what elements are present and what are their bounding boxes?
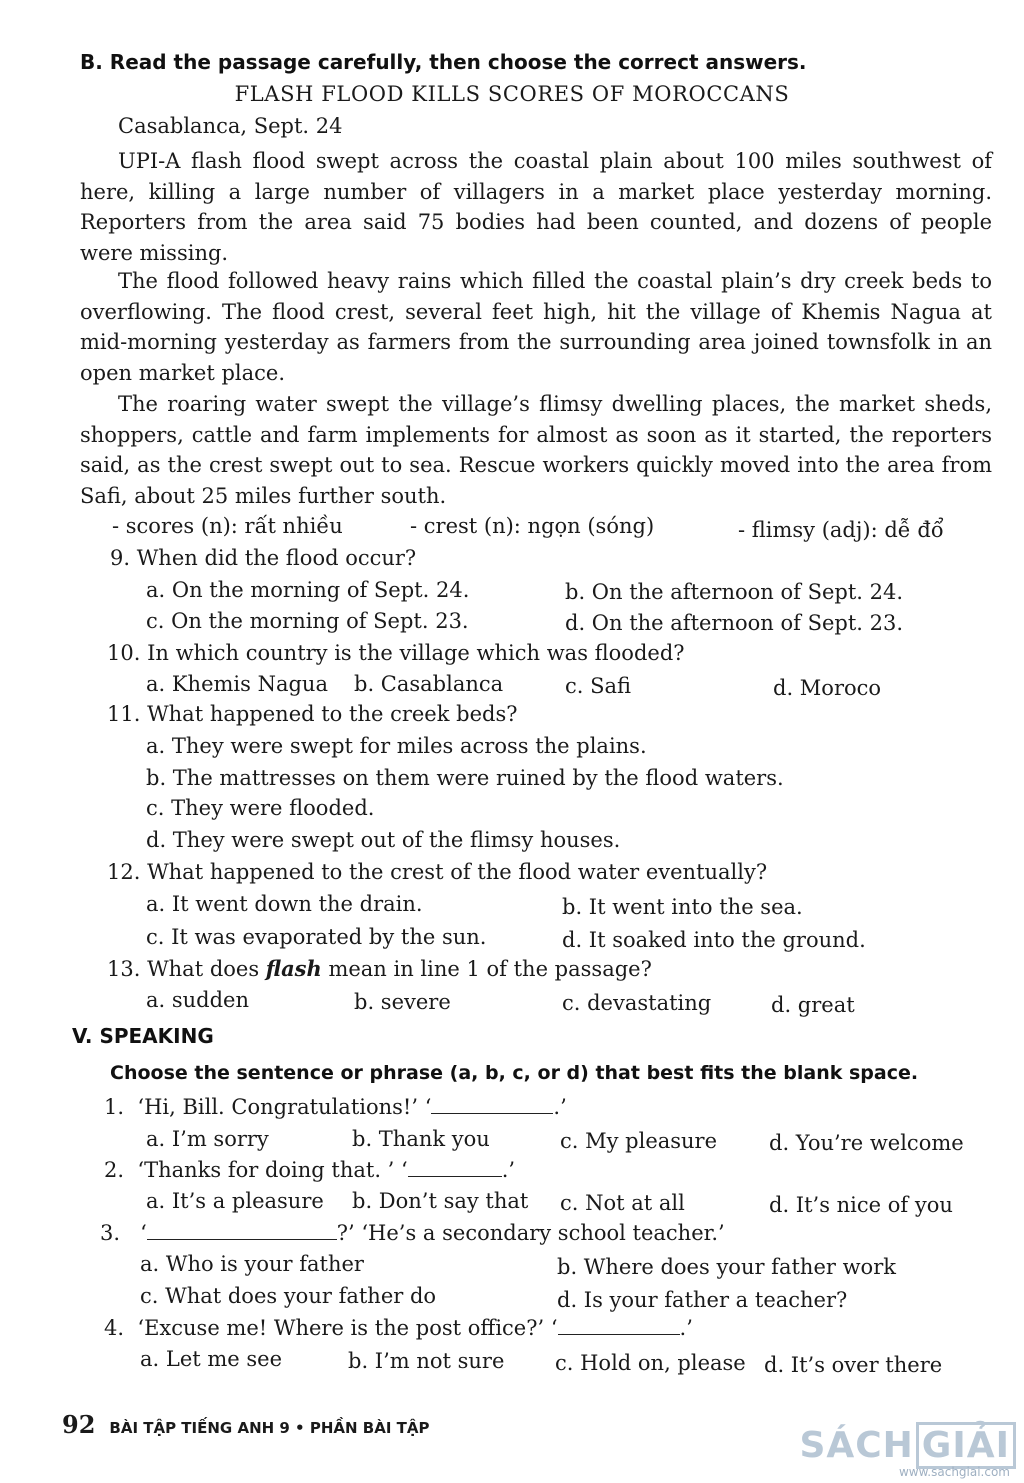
sachgiai-logo: SÁCH GIẢI [799,1425,1016,1466]
s2-option-a: a. It’s a pleasure [146,1189,324,1213]
question-12: 12. What happened to the crest of the flood water eventually? [107,860,768,884]
s2-option-d: d. It’s nice of you [769,1193,953,1217]
s1-option-c: c. My pleasure [560,1129,718,1153]
q10-option-c: c. Safi [565,674,632,698]
speaking-item-4: 4. ‘Excuse me! Where is the post office?’ ‘ .’ [104,1316,693,1340]
s4-option-a: a. Let me see [140,1347,283,1371]
paragraph-2: The flood followed heavy rains which filled the coastal plain’s dry creek beds to overflowing. The flood crest, several feet high, hit the village of Khemis Nagua at mid-morning yesterday as farmers from the surrounding area joined townsfolk in an open market place. [80,269,992,385]
q13-option-d: d. great [771,993,855,1017]
speaking-item-3: 3. ‘ ?’ ‘He’s a secondary school teacher.’ [100,1221,725,1245]
q9-option-a: a. On the morning of Sept. 24. [146,578,470,602]
blank-1 [431,1095,553,1114]
glossary-scores: - scores (n): rất nhiều [112,514,343,538]
blank-3 [147,1221,337,1240]
question-13: 13. What does flash mean in line 1 of the passage? [107,956,652,981]
s3-option-c: c. What does your father do [140,1284,437,1308]
q9-option-c: c. On the morning of Sept. 23. [146,609,469,633]
s1-option-a: a. I’m sorry [146,1127,269,1151]
q11-option-c: c. They were flooded. [146,796,375,820]
keyword-flash: flash [265,956,322,981]
q12-option-c: c. It was evaporated by the sun. [146,925,487,949]
s4-option-b: b. I’m not sure [348,1349,505,1373]
paragraph-3: The roaring water swept the village’s flimsy dwelling places, the market sheds, shoppers, cattle and farm implements for almost as soon as it started, the reporters said, as the crest swept out to sea. Rescue workers quickly moved into the area from Safi, about 25 miles further south. [80,392,992,508]
question-11: 11. What happened to the creek beds? [107,702,518,726]
glossary-crest: - crest (n): ngọn (sóng) [410,514,655,538]
q11-option-a: a. They were swept for miles across the plains. [146,734,647,758]
q12-option-a: a. It went down the drain. [146,892,423,916]
section-v-heading: V. SPEAKING [72,1024,214,1048]
q13-option-a: a. sudden [146,988,250,1012]
s4-option-c: c. Hold on, please [555,1351,746,1375]
page-footer [62,1410,429,1439]
s3-option-a: a. Who is your father [140,1252,364,1276]
s1-option-b: b. Thank you [352,1127,490,1151]
passage-title: FLASH FLOOD KILLS SCORES OF MOROCCANS [234,82,790,106]
book-title: BÀI TẬP TIẾNG ANH 9 • PHẦN BÀI TẬP [109,1419,430,1437]
q9-option-d: d. On the afternoon of Sept. 23. [565,611,904,635]
q11-option-b: b. The mattresses on them were ruined by the flood waters. [146,766,784,790]
s2-option-c: c. Not at all [560,1191,685,1215]
q11-option-d: d. They were swept out of the flimsy houses. [146,828,621,852]
s1-option-d: d. You’re welcome [769,1131,964,1155]
q10-option-b: b. Casablanca [354,672,504,696]
speaking-instruction: Choose the sentence or phrase (a, b, c, or d) that best fits the blank space. [110,1062,919,1084]
q12-option-b: b. It went into the sea. [562,895,803,919]
question-9: 9. When did the flood occur? [110,546,417,570]
q10-option-a: a. Khemis Nagua [146,672,328,696]
paragraph-1: UPI-A flash flood swept across the coastal plain about 100 miles southwest of here, killing a large number of villagers in a market place yesterday morning. Reporters from the area said 75 bodies had been counted, and dozens of people were missing. [80,149,992,265]
website-url: www.sachgiai.com [898,1465,1010,1479]
s2-option-b: b. Don’t say that [352,1189,529,1213]
s3-option-d: d. Is your father a teacher? [557,1288,848,1312]
q10-option-d: d. Moroco [773,676,882,700]
page-number: 92 [62,1410,96,1439]
blank-4 [558,1316,680,1335]
q13-option-b: b. severe [354,990,451,1014]
dateline: Casablanca, Sept. 24 [118,114,343,138]
speaking-item-1: 1. ‘Hi, Bill. Congratulations!’ ‘ .’ [104,1095,567,1119]
q13-option-c: c. devastating [562,991,712,1015]
blank-2 [408,1158,502,1177]
q9-option-b: b. On the afternoon of Sept. 24. [565,580,904,604]
s3-option-b: b. Where does your father work [557,1255,896,1279]
q12-option-d: d. It soaked into the ground. [562,928,866,952]
s4-option-d: d. It’s over there [764,1353,943,1377]
speaking-item-2: 2. ‘Thanks for doing that. ’ ‘ .’ [104,1158,516,1182]
section-b-heading: B. Read the passage carefully, then choose the correct answers. [80,50,807,74]
glossary-flimsy: - flimsy (adj): dễ đổ [738,518,944,542]
question-10: 10. In which country is the village which was flooded? [107,641,685,665]
